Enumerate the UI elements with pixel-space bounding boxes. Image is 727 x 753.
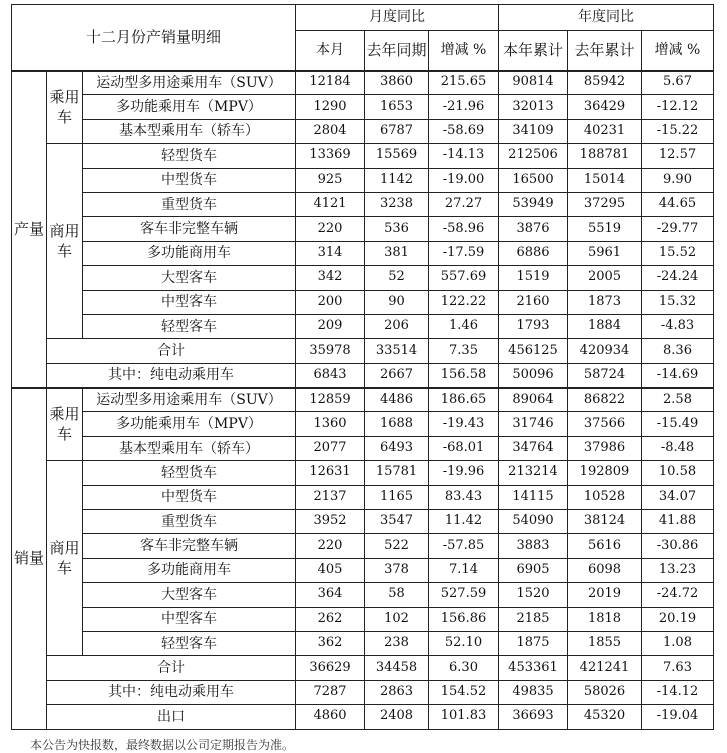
table-row: [12, 241, 714, 265]
cell-this-year-cumulative: 213214: [499, 461, 568, 485]
cell-yearly-change-pct: 12.57: [642, 144, 714, 168]
table-row: [12, 656, 714, 680]
cell-last-year-same-period: 1688: [365, 412, 429, 436]
cell-yearly-change-pct: -14.12: [642, 680, 714, 704]
table-row: [12, 558, 714, 582]
cell-monthly-change-pct: 527.59: [429, 583, 499, 607]
yearly-group-header: 年度同比: [499, 5, 714, 31]
production-passenger-label: 乘用车: [47, 71, 83, 144]
row-label: 多功能乘用车（MPV）: [83, 412, 296, 436]
cell-this-month: 405: [296, 558, 365, 582]
row-label: 大型客车: [83, 266, 296, 290]
cell-yearly-change-pct: 44.65: [642, 192, 714, 216]
cell-this-year-cumulative: 31746: [499, 412, 568, 436]
cell-this-year-cumulative: 1875: [499, 631, 568, 655]
cell-this-month: 220: [296, 534, 365, 558]
cell-last-year-cumulative: 40231: [568, 119, 642, 143]
cell-last-year-same-period: 33514: [365, 339, 429, 363]
cell-last-year-cumulative: 36429: [568, 95, 642, 119]
col-yearly-change-pct: 增减 %: [642, 31, 714, 71]
cell-this-month: 1360: [296, 412, 365, 436]
cell-monthly-change-pct: -19.43: [429, 412, 499, 436]
cell-this-month: 314: [296, 241, 365, 265]
col-last-year-same-period: 去年同期: [365, 31, 429, 71]
cell-monthly-change-pct: 83.43: [429, 485, 499, 509]
cell-last-year-same-period: 1165: [365, 485, 429, 509]
cell-last-year-cumulative: 421241: [568, 656, 642, 680]
table-row: [12, 534, 714, 558]
cell-last-year-same-period: 3547: [365, 510, 429, 534]
cell-last-year-cumulative: 192809: [568, 461, 642, 485]
cell-this-year-cumulative: 1520: [499, 583, 568, 607]
cell-last-year-same-period: 2863: [365, 680, 429, 704]
row-label: 运动型多用途乘用车（SUV）: [83, 71, 296, 95]
table-row: [12, 168, 714, 192]
cell-this-year-cumulative: 54090: [499, 510, 568, 534]
table-row: [12, 388, 714, 412]
cell-last-year-same-period: 90: [365, 290, 429, 314]
cell-last-year-cumulative: 58724: [568, 363, 642, 387]
cell-this-month: 12859: [296, 388, 365, 412]
table-row: [12, 461, 714, 485]
cell-this-month: 12184: [296, 71, 365, 95]
row-label: 中型货车: [83, 485, 296, 509]
row-label: 重型货车: [83, 192, 296, 216]
cell-last-year-cumulative: 10528: [568, 485, 642, 509]
cell-last-year-same-period: 34458: [365, 656, 429, 680]
row-label: 出口: [47, 705, 296, 729]
table-row: [12, 95, 714, 119]
cell-last-year-cumulative: 5519: [568, 217, 642, 241]
cell-last-year-same-period: 378: [365, 558, 429, 582]
monthly-group-header: 月度同比: [296, 5, 499, 31]
cell-yearly-change-pct: 9.90: [642, 168, 714, 192]
cell-this-year-cumulative: 32013: [499, 95, 568, 119]
cell-last-year-cumulative: 1884: [568, 314, 642, 338]
row-label: 其中：纯电动乘用车: [47, 363, 296, 387]
row-label: 基本型乘用车（轿车）: [83, 119, 296, 143]
row-label: 合计: [47, 656, 296, 680]
cell-this-month: 4860: [296, 705, 365, 729]
cell-last-year-same-period: 52: [365, 266, 429, 290]
row-label: 重型货车: [83, 510, 296, 534]
row-label: 轻型客车: [83, 314, 296, 338]
cell-this-year-cumulative: 456125: [499, 339, 568, 363]
sales-passenger-label: 乘用车: [47, 388, 83, 461]
table-row: [12, 705, 714, 729]
cell-last-year-same-period: 536: [365, 217, 429, 241]
cell-last-year-same-period: 15569: [365, 144, 429, 168]
cell-this-year-cumulative: 453361: [499, 656, 568, 680]
cell-this-month: 362: [296, 631, 365, 655]
cell-monthly-change-pct: -57.85: [429, 534, 499, 558]
row-label: 多功能商用车: [83, 558, 296, 582]
cell-this-month: 2077: [296, 436, 365, 460]
table-row: [12, 485, 714, 509]
cell-this-month: 13369: [296, 144, 365, 168]
table-row: [12, 266, 714, 290]
cell-this-month: 35978: [296, 339, 365, 363]
cell-this-month: 342: [296, 266, 365, 290]
cell-monthly-change-pct: 27.27: [429, 192, 499, 216]
cell-this-year-cumulative: 2185: [499, 607, 568, 631]
table-row: [12, 119, 714, 143]
cell-yearly-change-pct: -15.49: [642, 412, 714, 436]
cell-monthly-change-pct: -58.69: [429, 119, 499, 143]
cell-last-year-same-period: 522: [365, 534, 429, 558]
row-label: 中型货车: [83, 168, 296, 192]
cell-this-year-cumulative: 90814: [499, 71, 568, 95]
row-label: 客车非完整车辆: [83, 217, 296, 241]
cell-last-year-cumulative: 5961: [568, 241, 642, 265]
cell-last-year-same-period: 1653: [365, 95, 429, 119]
cell-this-month: 925: [296, 168, 365, 192]
cell-monthly-change-pct: 6.30: [429, 656, 499, 680]
cell-last-year-same-period: 381: [365, 241, 429, 265]
cell-this-year-cumulative: 2160: [499, 290, 568, 314]
row-label: 合计: [47, 339, 296, 363]
cell-this-year-cumulative: 34109: [499, 119, 568, 143]
row-label: 轻型货车: [83, 144, 296, 168]
col-this-month: 本月: [296, 31, 365, 71]
cell-last-year-cumulative: 45320: [568, 705, 642, 729]
cell-monthly-change-pct: 156.58: [429, 363, 499, 387]
cell-monthly-change-pct: -19.00: [429, 168, 499, 192]
cell-this-year-cumulative: 53949: [499, 192, 568, 216]
col-monthly-change-pct: 增减 %: [429, 31, 499, 71]
cell-this-year-cumulative: 212506: [499, 144, 568, 168]
cell-this-month: 2137: [296, 485, 365, 509]
cell-this-month: 2804: [296, 119, 365, 143]
cell-yearly-change-pct: 8.36: [642, 339, 714, 363]
cell-yearly-change-pct: 15.52: [642, 241, 714, 265]
cell-yearly-change-pct: 2.58: [642, 388, 714, 412]
cell-monthly-change-pct: 101.83: [429, 705, 499, 729]
cell-last-year-cumulative: 15014: [568, 168, 642, 192]
col-last-year-cumulative: 去年累计: [568, 31, 642, 71]
cell-last-year-same-period: 2408: [365, 705, 429, 729]
row-label: 基本型乘用车（轿车）: [83, 436, 296, 460]
row-label: 轻型客车: [83, 631, 296, 655]
cell-yearly-change-pct: -12.12: [642, 95, 714, 119]
cell-last-year-same-period: 206: [365, 314, 429, 338]
cell-monthly-change-pct: 215.65: [429, 71, 499, 95]
cell-this-month: 36629: [296, 656, 365, 680]
cell-yearly-change-pct: -24.72: [642, 583, 714, 607]
cell-last-year-cumulative: 86822: [568, 388, 642, 412]
cell-monthly-change-pct: -17.59: [429, 241, 499, 265]
table-row: [12, 363, 714, 387]
cell-yearly-change-pct: -24.24: [642, 266, 714, 290]
cell-yearly-change-pct: 15.32: [642, 290, 714, 314]
cell-monthly-change-pct: -21.96: [429, 95, 499, 119]
cell-yearly-change-pct: 10.58: [642, 461, 714, 485]
cell-monthly-change-pct: 154.52: [429, 680, 499, 704]
cell-this-month: 12631: [296, 461, 365, 485]
table-row: [12, 510, 714, 534]
table-title: 十二月份产销量明细: [12, 5, 296, 71]
table-row: [12, 290, 714, 314]
cell-last-year-cumulative: 37566: [568, 412, 642, 436]
cell-last-year-same-period: 3238: [365, 192, 429, 216]
cell-last-year-same-period: 6787: [365, 119, 429, 143]
table-row: [12, 192, 714, 216]
cell-this-month: 220: [296, 217, 365, 241]
row-label: 多功能商用车: [83, 241, 296, 265]
cell-monthly-change-pct: 7.14: [429, 558, 499, 582]
cell-this-month: 3952: [296, 510, 365, 534]
table-row: [12, 607, 714, 631]
cell-monthly-change-pct: 186.65: [429, 388, 499, 412]
cell-this-month: 4121: [296, 192, 365, 216]
cell-this-month: 209: [296, 314, 365, 338]
cell-last-year-cumulative: 38124: [568, 510, 642, 534]
cell-last-year-cumulative: 1855: [568, 631, 642, 655]
row-label: 大型客车: [83, 583, 296, 607]
cell-last-year-same-period: 238: [365, 631, 429, 655]
cell-monthly-change-pct: 11.42: [429, 510, 499, 534]
cell-yearly-change-pct: 41.88: [642, 510, 714, 534]
table-row: [12, 680, 714, 704]
table-row: [12, 436, 714, 460]
cell-yearly-change-pct: 34.07: [642, 485, 714, 509]
cell-last-year-cumulative: 85942: [568, 71, 642, 95]
cell-this-year-cumulative: 49835: [499, 680, 568, 704]
cell-last-year-cumulative: 1818: [568, 607, 642, 631]
cell-this-month: 364: [296, 583, 365, 607]
cell-last-year-same-period: 3860: [365, 71, 429, 95]
table-row: [12, 631, 714, 655]
cell-this-year-cumulative: 34764: [499, 436, 568, 460]
cell-monthly-change-pct: -58.96: [429, 217, 499, 241]
production-sales-table: [11, 4, 714, 730]
cell-last-year-cumulative: 5616: [568, 534, 642, 558]
cell-last-year-same-period: 2667: [365, 363, 429, 387]
footnote: 本公告为快报数，最终数据以公司定期报告为准。: [30, 738, 295, 752]
cell-this-year-cumulative: 50096: [499, 363, 568, 387]
cell-yearly-change-pct: 5.67: [642, 71, 714, 95]
cell-this-month: 7287: [296, 680, 365, 704]
cell-last-year-cumulative: 188781: [568, 144, 642, 168]
cell-last-year-cumulative: 37986: [568, 436, 642, 460]
sales-section-label: 销量: [12, 388, 47, 729]
cell-this-year-cumulative: 14115: [499, 485, 568, 509]
cell-this-month: 262: [296, 607, 365, 631]
cell-this-year-cumulative: 89064: [499, 388, 568, 412]
col-this-year-cumulative: 本年累计: [499, 31, 568, 71]
production-section-label: 产量: [12, 71, 47, 388]
cell-last-year-same-period: 15781: [365, 461, 429, 485]
cell-last-year-same-period: 58: [365, 583, 429, 607]
cell-last-year-same-period: 102: [365, 607, 429, 631]
cell-monthly-change-pct: 52.10: [429, 631, 499, 655]
cell-this-year-cumulative: 36693: [499, 705, 568, 729]
cell-yearly-change-pct: -8.48: [642, 436, 714, 460]
cell-last-year-cumulative: 58026: [568, 680, 642, 704]
table-row: [12, 71, 714, 95]
cell-last-year-same-period: 6493: [365, 436, 429, 460]
table-row: [12, 412, 714, 436]
cell-monthly-change-pct: 7.35: [429, 339, 499, 363]
sales-commercial-label: 商用车: [47, 461, 83, 656]
cell-this-year-cumulative: 1519: [499, 266, 568, 290]
cell-last-year-cumulative: 2019: [568, 583, 642, 607]
table-row: [12, 314, 714, 338]
cell-this-year-cumulative: 6886: [499, 241, 568, 265]
cell-yearly-change-pct: -15.22: [642, 119, 714, 143]
cell-yearly-change-pct: -30.86: [642, 534, 714, 558]
cell-last-year-cumulative: 2005: [568, 266, 642, 290]
row-label: 运动型多用途乘用车（SUV）: [83, 388, 296, 412]
cell-monthly-change-pct: -68.01: [429, 436, 499, 460]
cell-monthly-change-pct: -14.13: [429, 144, 499, 168]
cell-this-month: 1290: [296, 95, 365, 119]
cell-yearly-change-pct: -4.83: [642, 314, 714, 338]
cell-last-year-cumulative: 37295: [568, 192, 642, 216]
table-row: [12, 339, 714, 363]
cell-this-year-cumulative: 6905: [499, 558, 568, 582]
cell-this-year-cumulative: 1793: [499, 314, 568, 338]
cell-last-year-same-period: 4486: [365, 388, 429, 412]
cell-last-year-cumulative: 6098: [568, 558, 642, 582]
cell-this-year-cumulative: 3876: [499, 217, 568, 241]
cell-this-month: 6843: [296, 363, 365, 387]
cell-last-year-same-period: 1142: [365, 168, 429, 192]
cell-last-year-cumulative: 1873: [568, 290, 642, 314]
cell-yearly-change-pct: 1.08: [642, 631, 714, 655]
cell-yearly-change-pct: -29.77: [642, 217, 714, 241]
cell-this-month: 200: [296, 290, 365, 314]
row-label: 中型客车: [83, 290, 296, 314]
row-label: 客车非完整车辆: [83, 534, 296, 558]
row-label: 其中：纯电动乘用车: [47, 680, 296, 704]
row-label: 轻型货车: [83, 461, 296, 485]
table-row: [12, 144, 714, 168]
row-label: 中型客车: [83, 607, 296, 631]
cell-monthly-change-pct: 122.22: [429, 290, 499, 314]
cell-yearly-change-pct: -19.04: [642, 705, 714, 729]
cell-yearly-change-pct: 20.19: [642, 607, 714, 631]
production-commercial-label: 商用车: [47, 144, 83, 339]
cell-this-year-cumulative: 3883: [499, 534, 568, 558]
cell-yearly-change-pct: 13.23: [642, 558, 714, 582]
cell-monthly-change-pct: 557.69: [429, 266, 499, 290]
cell-last-year-cumulative: 420934: [568, 339, 642, 363]
table-row: [12, 583, 714, 607]
row-label: 多功能乘用车（MPV）: [83, 95, 296, 119]
cell-yearly-change-pct: 7.63: [642, 656, 714, 680]
table-row: [12, 217, 714, 241]
cell-yearly-change-pct: -14.69: [642, 363, 714, 387]
cell-monthly-change-pct: 156.86: [429, 607, 499, 631]
cell-monthly-change-pct: -19.96: [429, 461, 499, 485]
cell-this-year-cumulative: 16500: [499, 168, 568, 192]
cell-monthly-change-pct: 1.46: [429, 314, 499, 338]
